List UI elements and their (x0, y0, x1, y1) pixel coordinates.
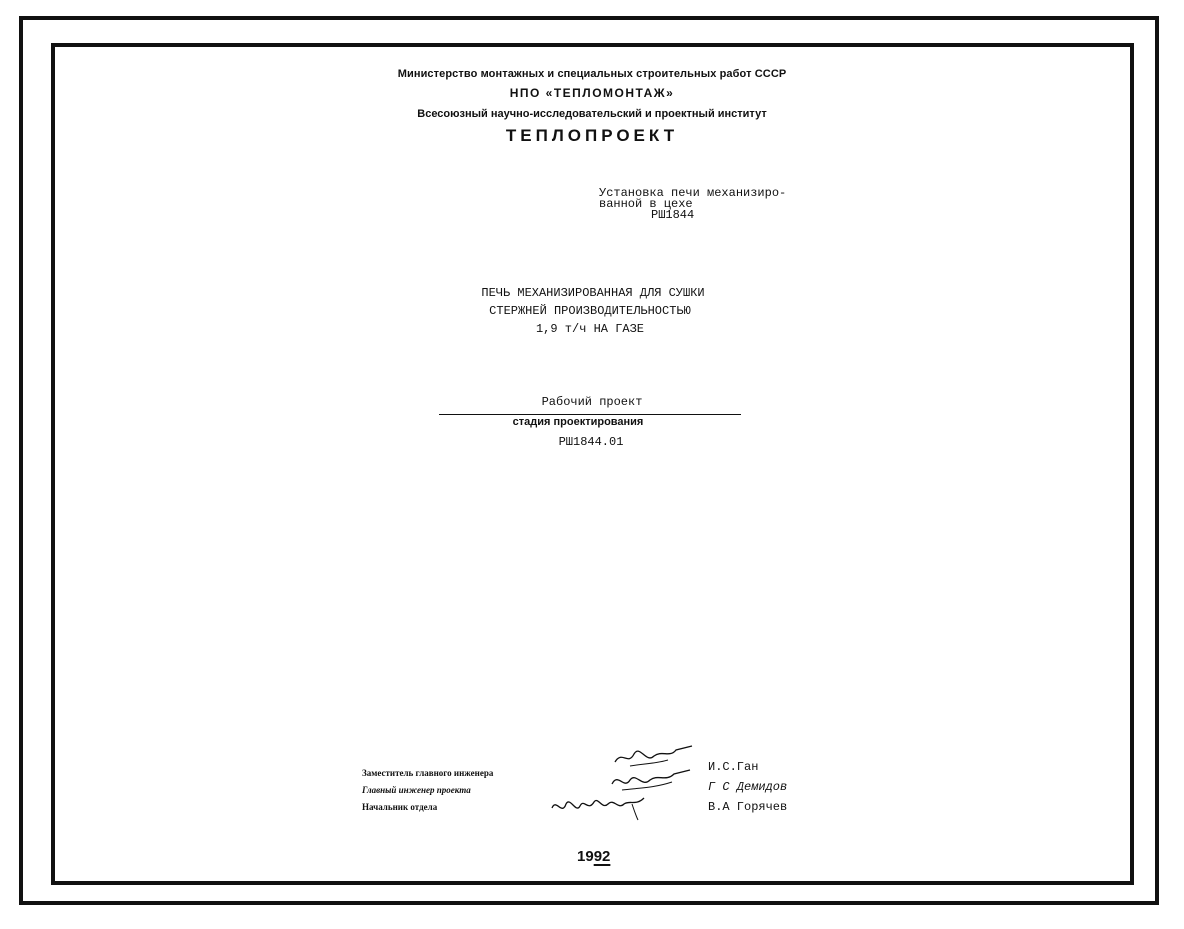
role-deputy-chief-engineer: Заместитель главного инженера (362, 768, 494, 778)
main-title-line-1: ПЕЧЬ МЕХАНИЗИРОВАННАЯ ДЛЯ СУШКИ (481, 286, 705, 300)
institute-name: ТЕПЛОПРОЕКТ (505, 126, 679, 145)
institute-description: Всесоюзный научно-исследовательский и проектный институт (417, 108, 767, 120)
signature-3 (548, 792, 653, 822)
year-suffix: 92 (593, 848, 611, 865)
project-type: Рабочий проект (541, 395, 643, 409)
ministry-name: Министерство монтажных и специальных строительных работ СССР (397, 68, 787, 80)
name-demidov: Г С Демидов (708, 780, 788, 794)
main-title-line-3: 1,9 т/ч НА ГАЗЕ (535, 322, 645, 336)
document-code: РШ1844.01 (558, 435, 624, 449)
year (577, 848, 610, 865)
installation-block (599, 188, 786, 221)
inner-frame (51, 43, 1134, 885)
installation-line-2: ванной в цехе (599, 197, 693, 211)
main-title-line-2: СТЕРЖНЕЙ ПРОИЗВОДИТЕЛЬНОСТЬЮ (489, 304, 691, 318)
main-title (475, 284, 704, 338)
names-column (708, 757, 787, 817)
name-goryachev: В.А Горячев (708, 800, 788, 814)
role-department-head: Начальник отдела (362, 802, 438, 812)
year-prefix: 19 (577, 848, 594, 865)
name-gan: И.С.Ган (708, 760, 759, 774)
divider-line (439, 414, 741, 415)
npo-name: НПО «ТЕПЛОМОНТАЖ» (509, 86, 675, 100)
installation-line-1: Установка печи механизиро- (599, 186, 787, 200)
installation-code: РШ1844 (651, 208, 695, 222)
roles-column (362, 765, 493, 816)
stage-label: стадия проектирования (512, 416, 644, 428)
role-chief-project-engineer: Главный инженер проекта (362, 785, 471, 795)
